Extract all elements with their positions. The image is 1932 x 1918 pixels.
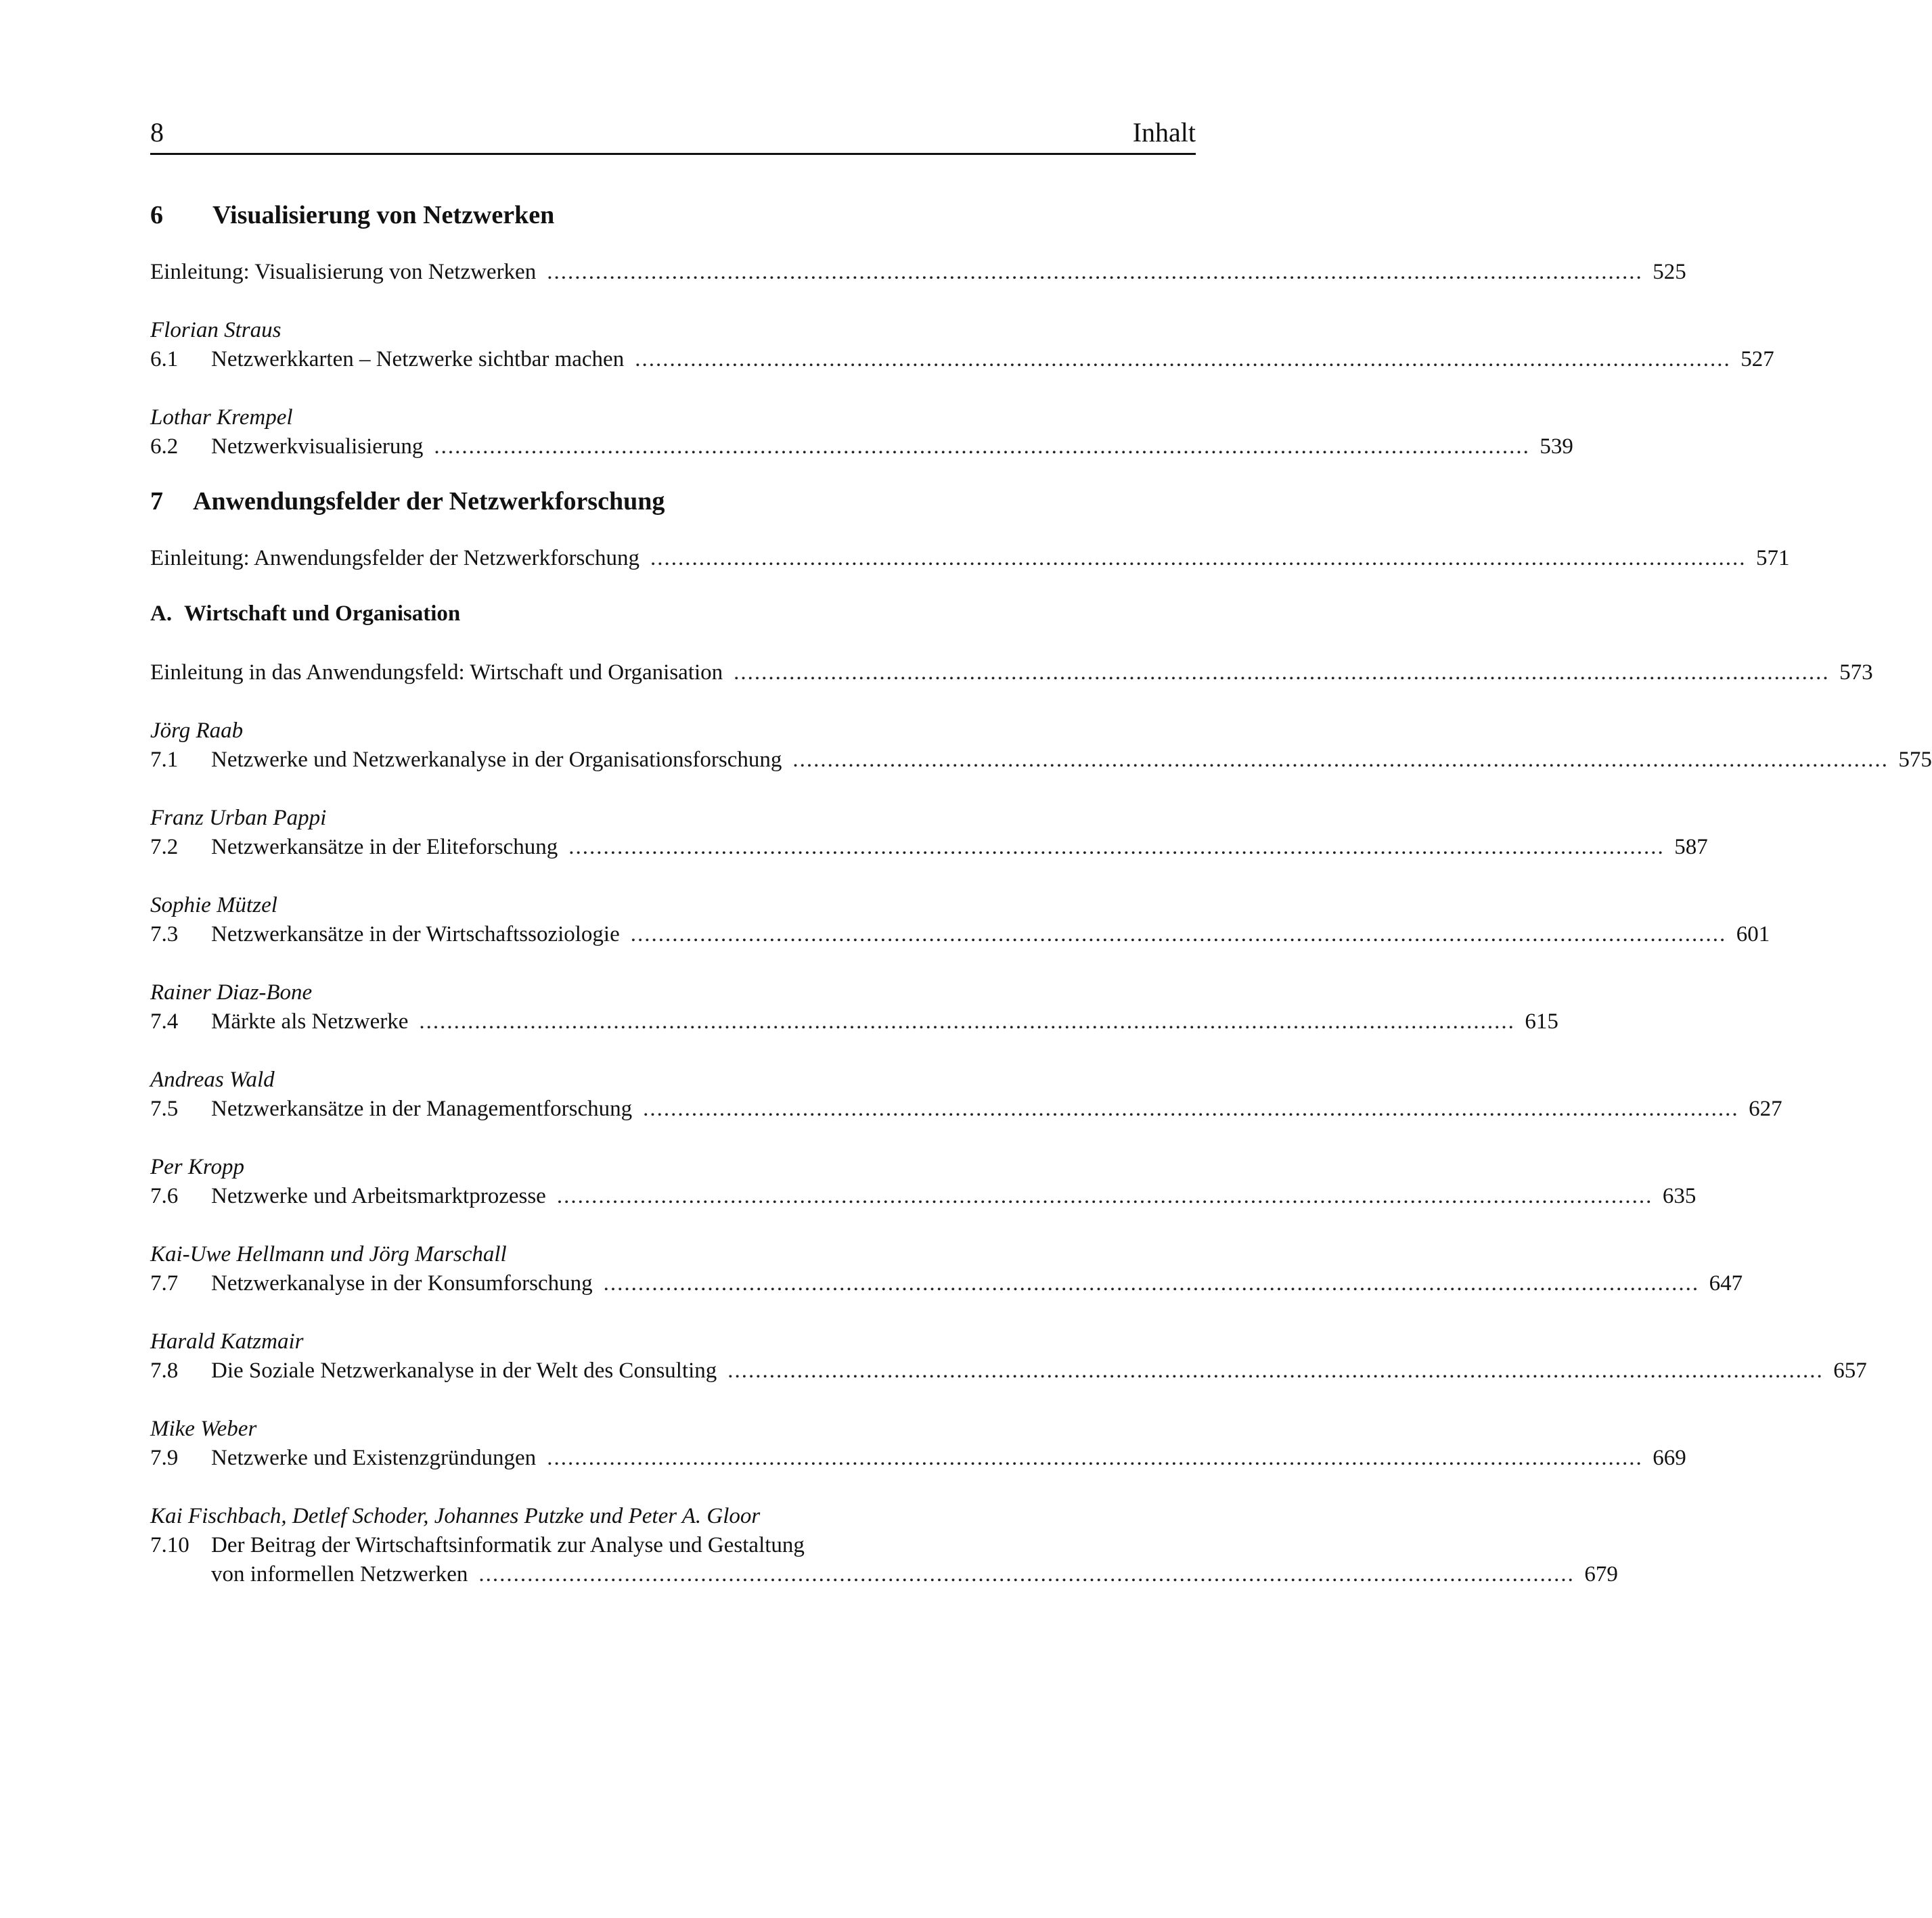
running-title: Inhalt — [1132, 117, 1196, 147]
dot-leader: .............................................................................................................................................................. — [630, 922, 1727, 946]
entry-page: 525 — [1653, 260, 1686, 284]
toc-entry-7-9[interactable] — [150, 1444, 1686, 1473]
entry-page: 539 — [1540, 434, 1573, 459]
entry-number: 7.9 — [150, 1446, 179, 1470]
entry-title: Netzwerke und Netzwerkanalyse in der Organisationsforschung — [211, 748, 782, 772]
entry-number: 7.3 — [150, 922, 179, 946]
entry-title: Netzwerkansätze in der Wirtschaftssoziologie — [211, 922, 620, 946]
entry-number: 7.7 — [150, 1271, 179, 1296]
entry-author: Sophie Mützel — [150, 893, 277, 917]
entry-page: 635 — [1662, 1184, 1697, 1208]
entry-author: Florian Straus — [150, 318, 282, 342]
toc-entry-6-1[interactable] — [150, 345, 1774, 374]
page-number: 8 — [150, 117, 164, 147]
running-head — [150, 119, 1196, 155]
dot-leader: .............................................................................................................................................................. — [547, 260, 1643, 284]
entry-author: Jörg Raab — [150, 718, 244, 743]
entry-author: Kai-Uwe Hellmann und Jörg Marschall — [150, 1242, 507, 1266]
entry-number: 7.2 — [150, 835, 179, 859]
entry-page: 575 — [1898, 748, 1932, 772]
entry-page: 527 — [1740, 347, 1774, 371]
entry-number: 7.8 — [150, 1358, 179, 1383]
entry-number: 7.10 — [150, 1533, 189, 1557]
entry-number: 7.4 — [150, 1009, 179, 1034]
section-a-heading — [150, 600, 1196, 627]
entry-number: 6.2 — [150, 434, 179, 459]
entry-author: Per Kropp — [150, 1155, 245, 1179]
toc-entry-6-2[interactable] — [150, 432, 1573, 461]
section-title: Wirtschaft und Organisation — [184, 601, 461, 626]
dot-leader: .............................................................................................................................................................. — [478, 1562, 1575, 1586]
entry-page: 601 — [1736, 922, 1770, 946]
entry-title: Netzwerkkarten – Netzwerke sichtbar machen — [211, 347, 625, 371]
entry-number: 6.1 — [150, 347, 179, 371]
entry-title: Die Soziale Netzwerkanalyse in der Welt des Consulting — [211, 1358, 717, 1383]
entry-title: Einleitung: Visualisierung von Netzwerken — [150, 260, 537, 284]
entry-title-line2: von informellen Netzwerken — [211, 1562, 468, 1586]
toc-entry-7-8[interactable] — [150, 1356, 1867, 1386]
entry-title: Einleitung in das Anwendungsfeld: Wirtschaft und Organisation — [150, 660, 723, 685]
chapter-number: 7 — [150, 487, 163, 516]
chapter-title: Visualisierung von Netzwerken — [212, 201, 555, 229]
toc-entry-intro-6[interactable] — [150, 258, 1686, 287]
entry-page: 587 — [1674, 835, 1708, 859]
entry-author: Andreas Wald — [150, 1068, 275, 1092]
entry-title: Netzwerkansätze in der Managementforschung — [211, 1097, 633, 1121]
entry-number: 7.1 — [150, 748, 179, 772]
entry-number: 7.5 — [150, 1097, 179, 1121]
chapter-6-heading — [150, 200, 1196, 231]
entry-number: 7.6 — [150, 1184, 179, 1208]
entry-author: Kai Fischbach, Detlef Schoder, Johannes Putzke und Peter A. Gloor — [150, 1504, 761, 1528]
entry-author: Rainer Diaz-Bone — [150, 980, 313, 1005]
entry-title: Netzwerkvisualisierung — [211, 434, 424, 459]
section-label: A. — [150, 601, 173, 626]
dot-leader: .............................................................................................................................................................. — [568, 835, 1665, 859]
toc-entry-intro-section-a[interactable] — [150, 658, 1873, 687]
entry-page: 571 — [1756, 546, 1790, 570]
dot-leader: .............................................................................................................................................................. — [734, 660, 1830, 685]
chapter-number: 6 — [150, 201, 163, 229]
entry-author: Mike Weber — [150, 1417, 257, 1441]
toc-entry-7-1[interactable] — [150, 746, 1932, 775]
dot-leader: .............................................................................................................................................................. — [556, 1184, 1653, 1208]
dot-leader: .............................................................................................................................................................. — [434, 434, 1530, 459]
dot-leader: .............................................................................................................................................................. — [603, 1271, 1700, 1296]
toc-entry-7-5[interactable] — [150, 1095, 1782, 1124]
entry-title: Einleitung: Anwendungsfelder der Netzwerkforschung — [150, 546, 640, 570]
toc-entry-7-3[interactable] — [150, 920, 1770, 949]
entry-author: Lothar Krempel — [150, 405, 293, 430]
entry-title: Netzwerkanalyse in der Konsumforschung — [211, 1271, 593, 1296]
toc-entry-7-10-line2[interactable] — [150, 1560, 1618, 1589]
entry-page: 657 — [1833, 1358, 1867, 1383]
entry-page: 615 — [1525, 1009, 1558, 1034]
dot-leader: .............................................................................................................................................................. — [650, 546, 1747, 570]
entry-page: 669 — [1653, 1446, 1686, 1470]
entry-author: Franz Urban Pappi — [150, 806, 327, 830]
toc-entry-7-7[interactable] — [150, 1269, 1743, 1298]
toc-content — [150, 200, 1932, 1589]
entry-title: Netzwerke und Arbeitsmarktprozesse — [211, 1184, 546, 1208]
dot-leader: .............................................................................................................................................................. — [727, 1358, 1824, 1383]
toc-entry-7-6[interactable] — [150, 1182, 1697, 1211]
toc-entry-7-4[interactable] — [150, 1007, 1558, 1036]
dot-leader: .............................................................................................................................................................. — [792, 748, 1889, 772]
dot-leader: .............................................................................................................................................................. — [635, 347, 1731, 371]
entry-title-line1: Der Beitrag der Wirtschaftsinformatik zur Analyse und Gestaltung — [211, 1533, 805, 1557]
entry-title: Netzwerke und Existenzgründungen — [211, 1446, 537, 1470]
chapter-7-heading — [150, 486, 1196, 517]
entry-page: 679 — [1584, 1562, 1618, 1586]
entry-page: 647 — [1709, 1271, 1743, 1296]
dot-leader: .............................................................................................................................................................. — [547, 1446, 1643, 1470]
toc-entry-7-2[interactable] — [150, 833, 1708, 862]
entry-title: Märkte als Netzwerke — [211, 1009, 409, 1034]
entry-page: 627 — [1749, 1097, 1782, 1121]
chapter-title: Anwendungsfelder der Netzwerkforschung — [193, 487, 665, 516]
dot-leader: .............................................................................................................................................................. — [643, 1097, 1739, 1121]
dot-leader: .............................................................................................................................................................. — [419, 1009, 1515, 1034]
entry-title: Netzwerkansätze in der Eliteforschung — [211, 835, 558, 859]
entry-author: Harald Katzmair — [150, 1329, 304, 1354]
entry-page: 573 — [1839, 660, 1873, 685]
toc-entry-intro-7[interactable] — [150, 544, 1790, 573]
toc-entry-7-10-line1[interactable] — [150, 1531, 1196, 1560]
